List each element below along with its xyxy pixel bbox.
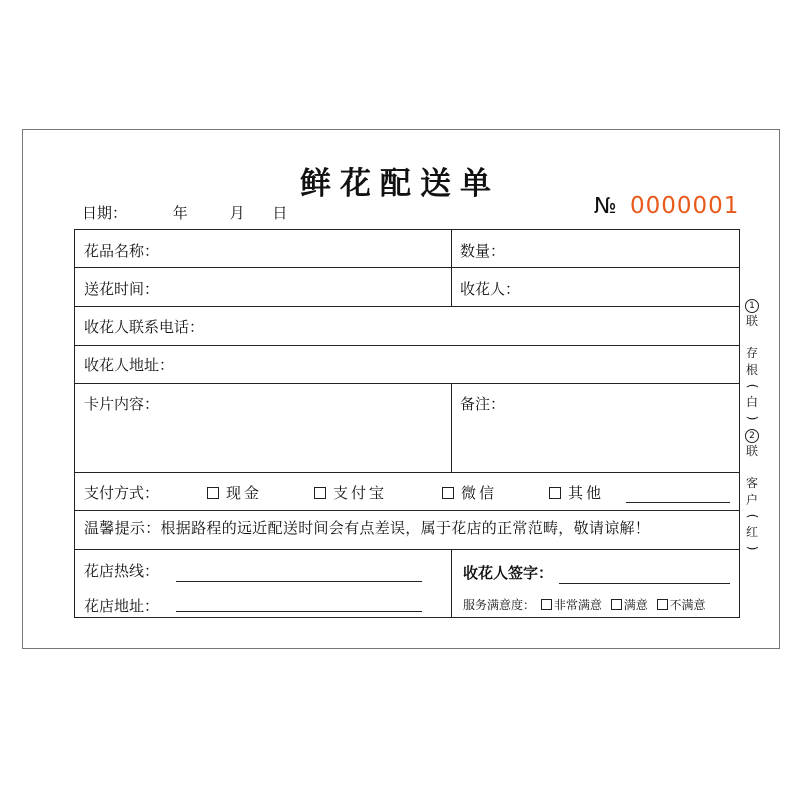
date-year-label: 年 — [172, 204, 188, 222]
payment-method-label: 支付方式： — [84, 484, 160, 502]
side-label-customer: 2 联 客 户 ( 红 ) — [745, 431, 760, 551]
remarks-field[interactable]: 备注： — [460, 395, 506, 413]
serial-number — [594, 193, 739, 219]
notice-text: 温馨提示：根据路程的远近配送时间会有点差误，属于花店的正常范畴，敬请谅解！ — [84, 519, 651, 537]
satisfaction-label: 服务满意度： — [463, 598, 536, 612]
shop-hotline-fill-line[interactable] — [176, 581, 422, 582]
column-divider — [451, 383, 452, 472]
checkbox-icon[interactable] — [611, 599, 622, 610]
date-label: 日期： — [82, 204, 128, 222]
signature-fill-line[interactable] — [559, 583, 730, 584]
satisfaction-option-very-satisfied[interactable]: 非常满意 — [541, 596, 602, 613]
serial-number-value: 0000001 — [629, 193, 740, 219]
recipient-signature-label: 收花人签字： — [463, 564, 554, 582]
row-divider — [75, 267, 739, 268]
card-content-field[interactable]: 卡片内容： — [84, 395, 160, 413]
satisfaction-row — [463, 596, 706, 613]
row-divider — [75, 510, 739, 511]
row-divider — [75, 345, 739, 346]
recipient-field[interactable]: 收花人： — [460, 280, 521, 298]
date-month-label: 月 — [229, 204, 245, 222]
payment-option-cash[interactable]: 现金 — [207, 482, 262, 503]
shop-address-fill-line[interactable] — [176, 611, 422, 612]
payment-other-fill-line[interactable] — [626, 502, 730, 503]
shop-address-label: 花店地址： — [84, 597, 160, 615]
payment-option-alipay[interactable]: 支付宝 — [314, 482, 387, 503]
form-title: 鲜花配送单 — [300, 166, 500, 202]
row-divider — [75, 472, 739, 473]
shop-hotline-label: 花店热线： — [84, 562, 160, 580]
date-row — [82, 202, 287, 223]
row-divider — [75, 383, 739, 384]
column-divider — [451, 549, 452, 617]
row-divider — [75, 549, 739, 550]
checkbox-icon[interactable] — [442, 487, 454, 499]
flower-name-field[interactable]: 花品名称： — [84, 242, 160, 260]
satisfaction-option-unsatisfied[interactable]: 不满意 — [657, 596, 706, 613]
delivery-time-field[interactable]: 送花时间： — [84, 280, 160, 298]
recipient-address-field[interactable]: 收花人地址： — [84, 356, 175, 374]
row-divider — [75, 306, 739, 307]
column-divider — [451, 230, 452, 306]
payment-option-wechat[interactable]: 微信 — [442, 482, 497, 503]
satisfaction-option-satisfied[interactable]: 满意 — [611, 596, 648, 613]
copy-number-2: 2 — [745, 429, 759, 443]
payment-option-other[interactable]: 其他 — [549, 482, 604, 503]
quantity-field[interactable]: 数量： — [460, 242, 506, 260]
recipient-phone-field[interactable]: 收花人联系电话： — [84, 318, 205, 336]
checkbox-icon[interactable] — [314, 487, 326, 499]
copy-number-1: 1 — [745, 299, 759, 313]
checkbox-icon[interactable] — [207, 487, 219, 499]
side-label-stub: 1 联 存 根 ( 白 ) — [745, 301, 760, 421]
checkbox-icon[interactable] — [541, 599, 552, 610]
numero-sign: № — [594, 194, 617, 219]
date-day-label: 日 — [272, 204, 288, 222]
checkbox-icon[interactable] — [657, 599, 668, 610]
checkbox-icon[interactable] — [549, 487, 561, 499]
form-table — [74, 229, 740, 618]
